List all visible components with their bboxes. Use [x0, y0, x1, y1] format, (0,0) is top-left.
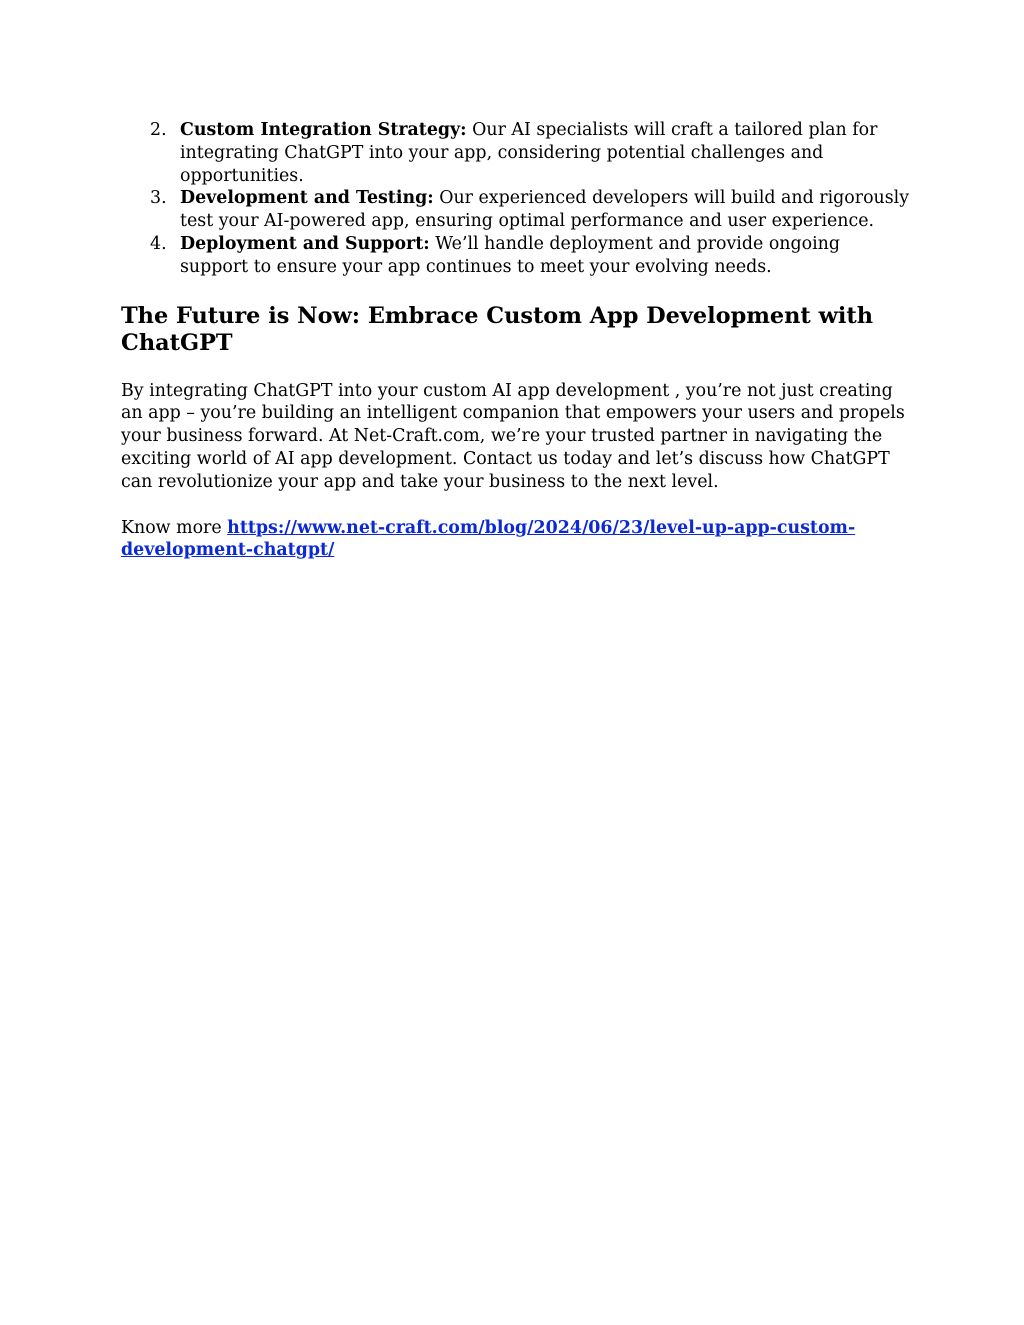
list-item-number: 3.: [150, 188, 167, 209]
list-item-title: Development and Testing:: [180, 188, 434, 209]
numbered-list: [121, 119, 911, 279]
section-heading: The Future is Now: Embrace Custom App Development with ChatGPT: [121, 302, 873, 356]
document-page: [121, 119, 911, 562]
list-item-number: 4.: [150, 233, 167, 254]
list-item-number: 2.: [150, 120, 167, 140]
list-item-text: Our AI specialists will craft a tailored plan for integrating ChatGPT into your app, considering potential challenges and opportunities.: [180, 120, 878, 186]
know-more-line: [121, 517, 911, 563]
article-link[interactable]: https://www.net-craft.com/blog/2024/06/23/level-up-app-custom-development-chatgpt/: [121, 517, 856, 561]
list-item: [121, 119, 911, 187]
body-paragraph: By integrating ChatGPT into your custom AI app development , you’re not just creating an app – you’re building an intelligent companion that empowers your users and propels your business forward. At Net-Craft.com, we’re your trusted partner in navigating the exciting world of AI app development. Contact us today and let’s discuss how ChatGPT can revolutionize your app and take your business to the next level.: [121, 380, 905, 492]
list-item: [121, 187, 911, 233]
know-more-label: Know more: [121, 517, 228, 538]
list-item-title: Custom Integration Strategy:: [180, 120, 467, 140]
list-item-title: Deployment and Support:: [180, 233, 430, 254]
list-item-text: Our experienced developers will build and rigorously test your AI-powered app, ensuring optimal performance and user experience.: [180, 188, 910, 232]
list-item: [121, 233, 911, 279]
list-item-text: We’ll handle deployment and provide ongoing support to ensure your app continues to meet your evolving needs.: [180, 233, 840, 277]
